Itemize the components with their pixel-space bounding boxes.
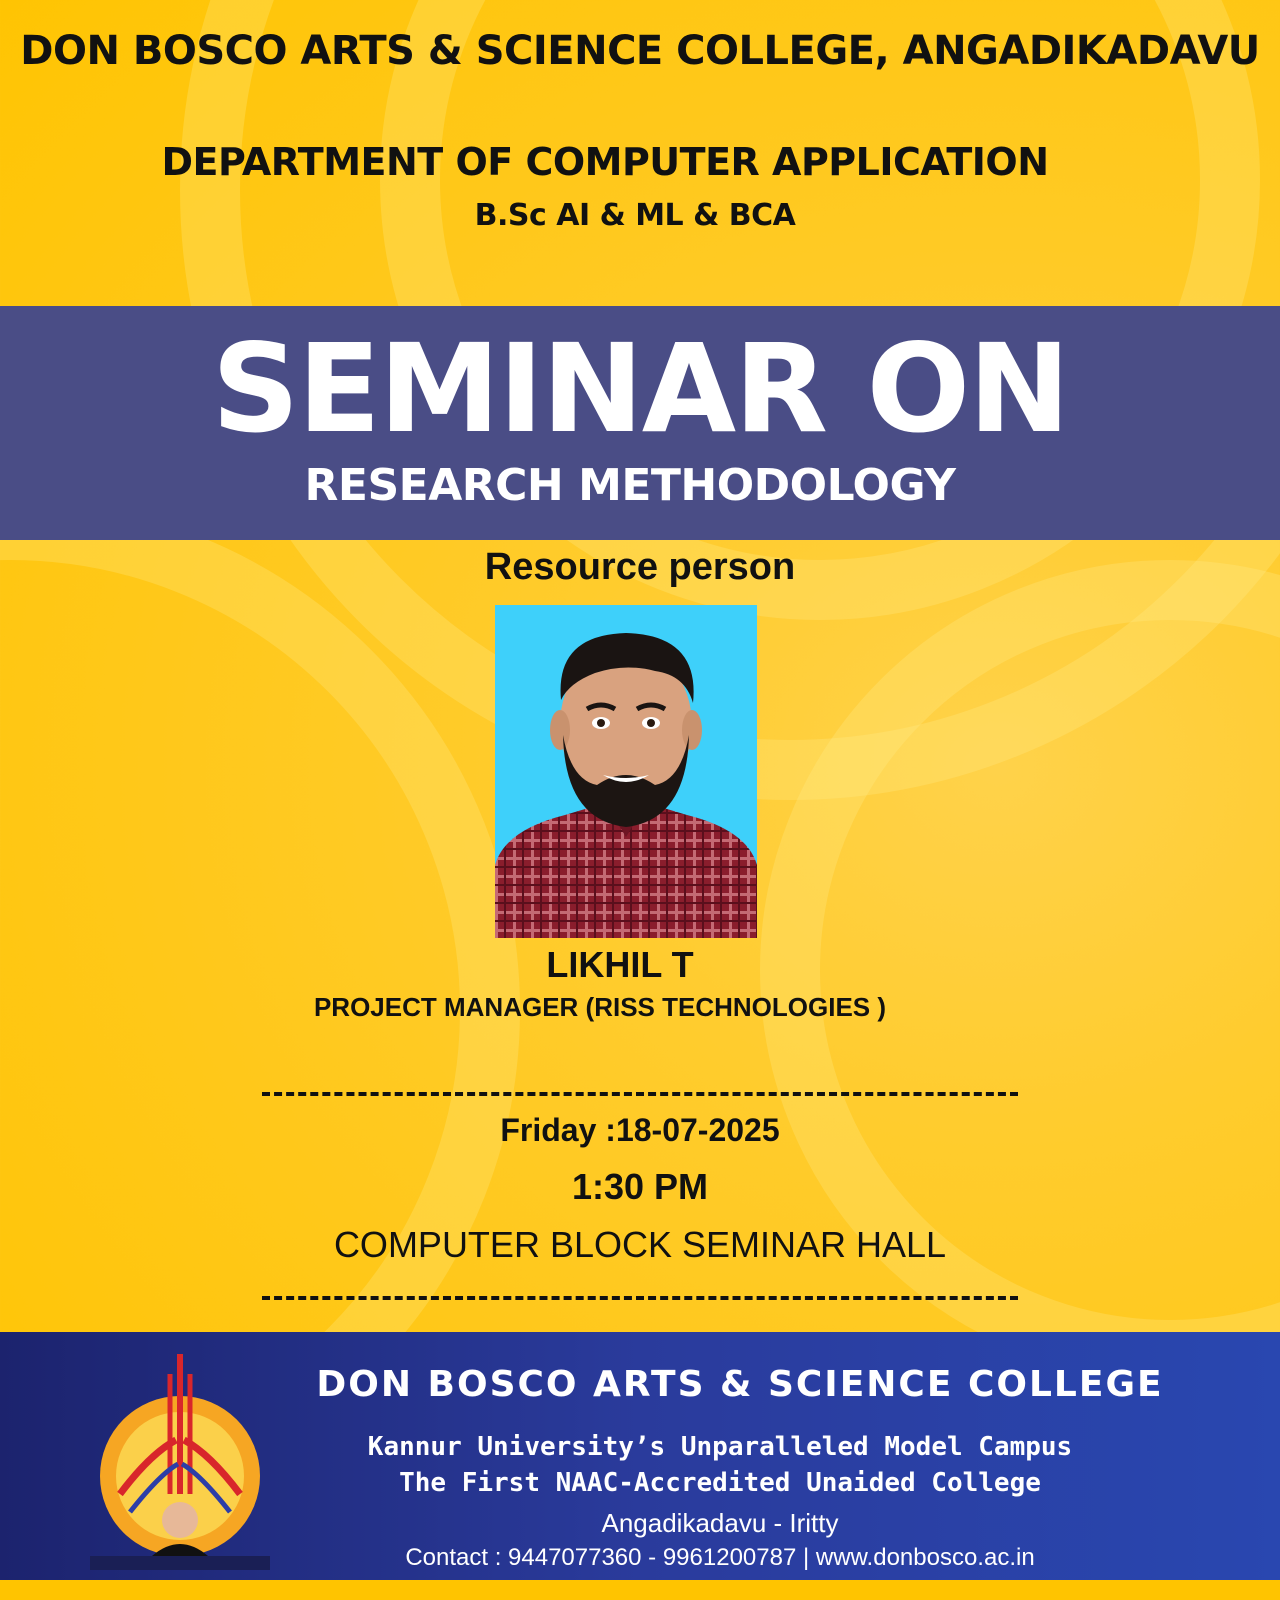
department-title: DEPARTMENT OF COMPUTER APPLICATION [161,140,1049,184]
event-time: 1:30 PM [571,1166,709,1207]
speaker-role: PROJECT MANAGER (RISS TECHNOLOGIES ) [313,992,887,1022]
speaker-name: LIKHIL T [546,944,694,985]
seminar-banner [0,306,1280,540]
person-portrait-icon [495,605,757,938]
footer-banner [0,1332,1280,1580]
courses-subtitle: B.Sc AI & ML & BCA [474,198,796,233]
event-venue: COMPUTER BLOCK SEMINAR HALL [333,1224,947,1265]
event-date: Friday :18-07-2025 [500,1112,780,1148]
footer-tagline: Kannur University’s Unparalleled Model Campus [367,1432,1073,1462]
seminar-title: SEMINAR ON [211,318,1069,460]
footer-contact: Contact : 9447077360 - 9961200787 | www.donbosco.ac.in [405,1544,1035,1571]
footer-college-name: DON BOSCO ARTS & SCIENCE COLLEGE [316,1364,1164,1405]
seminar-topic: RESEARCH METHODOLOGY [304,460,956,511]
divider-bottom [262,1296,1018,1300]
bottom-strip [0,1580,1280,1600]
resource-person-label: Resource person [484,546,796,588]
footer-location: Angadikadavu - Iritty [601,1508,839,1538]
college-emblem-icon [90,1344,270,1574]
divider-top [262,1092,1018,1096]
college-title: DON BOSCO ARTS & SCIENCE COLLEGE, ANGADIKADAVU [20,28,1260,74]
footer-tagline: The First NAAC-Accredited Unaided College [399,1468,1041,1498]
